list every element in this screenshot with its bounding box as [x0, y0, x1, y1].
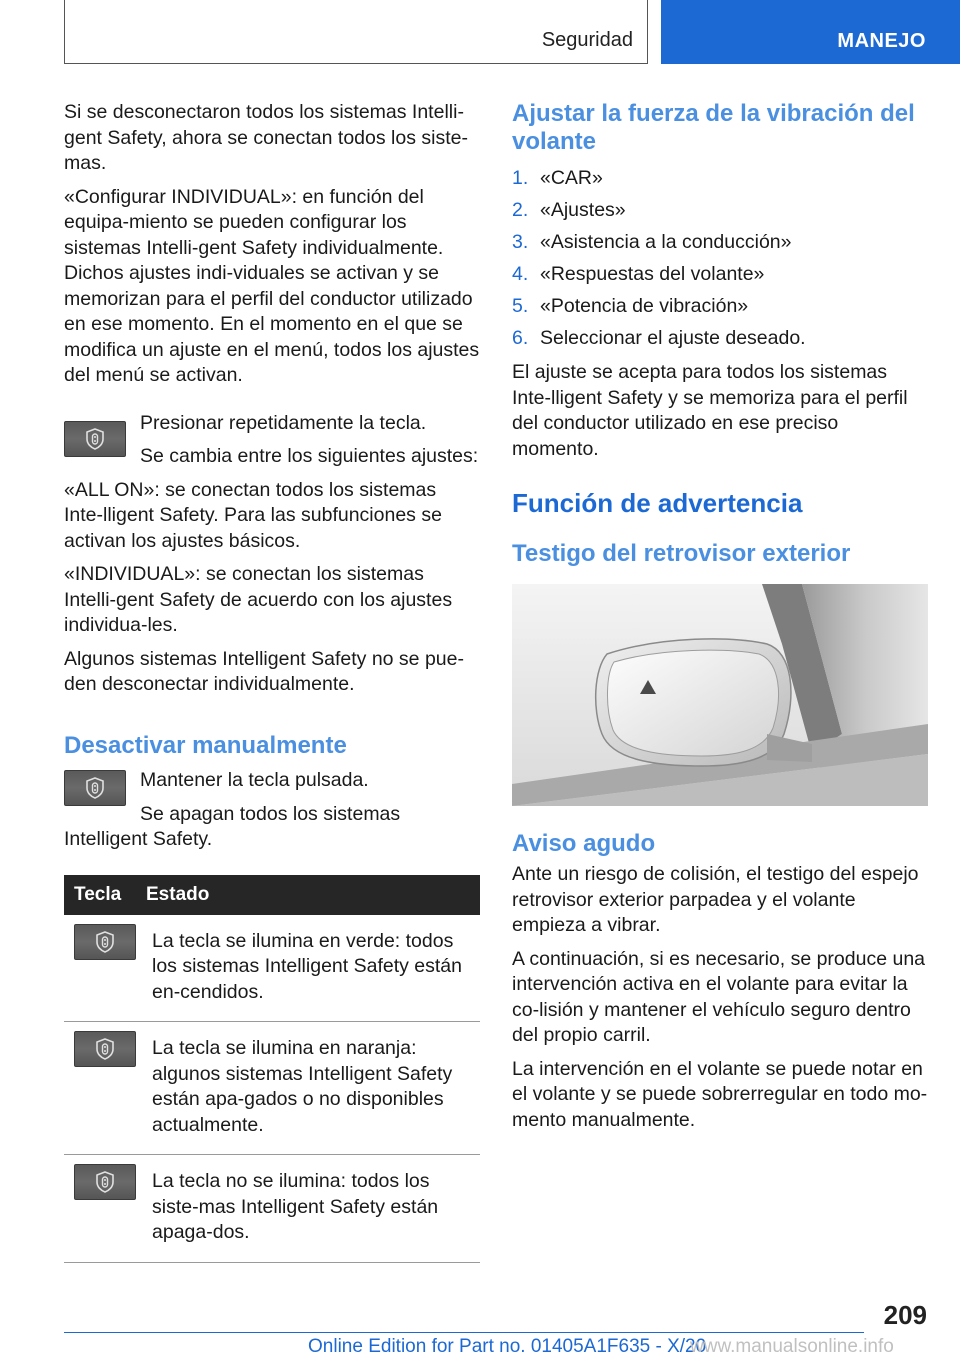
table-cell-estado: La tecla se ilumina en verde: todos los sistemas Intelligent Safety están en-cendidos. — [138, 915, 480, 1022]
list-item: 3. «Asistencia a la conducción» — [512, 231, 792, 253]
table-cell-estado: La tecla no se ilumina: todos los siste-mas Intelligent Safety están apaga-dos. — [138, 1155, 480, 1263]
list-item: 4. «Respuestas del volante» — [512, 263, 765, 285]
right-column — [512, 100, 928, 1141]
footer-watermark: www.manualsonline.info — [690, 1336, 894, 1357]
footer-edition: Online Edition for Part no. 01405A1F635 - X/20 — [308, 1336, 707, 1357]
table-cell-estado: La tecla se ilumina en naranja: algunos sistemas Intelligent Safety están apa-gados o no disponibles actualmente. — [138, 1022, 480, 1155]
list-item: 6. Seleccionar el ajuste deseado. — [512, 327, 806, 349]
table-row — [64, 1155, 480, 1263]
button-status-table — [64, 875, 480, 1263]
page-number: 209 — [883, 1300, 927, 1330]
all-off-text: Se apagan todos los sistemas Intelligent Safety. — [64, 802, 401, 850]
header-chapter-tab[interactable]: MANEJO — [661, 0, 960, 64]
table-row — [64, 915, 480, 1022]
paragraph-aviso-1: Ante un riesgo de colisión, el testigo del espejo retrovisor exterior parpadea y el volante empieza a vibrar. — [512, 863, 919, 936]
header-box — [64, 0, 648, 64]
intelligent-safety-button-icon — [64, 770, 126, 806]
intelligent-safety-button-icon — [74, 924, 136, 960]
header-section-title: Seguridad — [541, 29, 633, 51]
list-item: 2. «Ajustes» — [512, 199, 626, 221]
intelligent-safety-button-icon — [74, 1164, 136, 1200]
press-repeatedly-text: Presionar repetidamente la tecla. — [140, 411, 427, 434]
intelligent-safety-button-icon — [74, 1031, 136, 1067]
heading-aviso-agudo: Aviso agudo — [512, 830, 656, 857]
paragraph-configurar-individual: «Configurar INDIVIDUAL»: en función del equipa-miento se pueden configurar los sistemas Intelli-gent Safety individualmente. Dichos ajustes indi-viduales se activan y se memorizan para el perfil del conductor utilizado en ese momento. En el momento en el que se modifica un ajuste en el menú, todos los ajustes del menú se activan. — [64, 185, 480, 386]
table-header-tecla: Tecla — [64, 875, 138, 915]
paragraph-aviso-2: A continuación, si es necesario, se produce una intervención activa en el volante para evitar la co-lisión y mantener el vehículo seguro dentro del propio carril. — [512, 947, 926, 1046]
hold-button-instruction — [64, 768, 480, 806]
table-header-row — [64, 875, 480, 915]
heading-testigo-retrovisor: Testigo del retrovisor exterior — [512, 540, 851, 567]
list-item: 5. «Potencia de vibración» — [512, 295, 749, 317]
paragraph-aviso-3: La intervención en el volante se puede notar en el volante y se puede sobrerregular en todo mo-mento manualmente. — [512, 1057, 928, 1131]
intelligent-safety-button-icon — [64, 421, 126, 457]
table-header-estado: Estado — [138, 875, 480, 915]
hold-key-text: Mantener la tecla pulsada. — [140, 768, 369, 791]
paragraph-all-off: Si se desconectaron todos los sistemas Intelli-gent Safety, ahora se conectan todos los siste-mas. — [64, 101, 468, 174]
paragraph-ajuste-acepta: El ajuste se acepta para todos los sistemas Inte-lligent Safety y se memoriza para el perfil del conductor utilizado en ese preciso momento. — [512, 361, 908, 460]
heading-funcion-advertencia: Función de advertencia — [512, 488, 803, 518]
left-column — [64, 100, 480, 1263]
paragraph-all-on: «ALL ON»: se conectan todos los sistemas Inte-lligent Safety. Para las subfunciones se activan los ajustes básicos. — [64, 478, 442, 552]
footer-divider — [64, 1332, 864, 1333]
paragraph-algunos: Algunos sistemas Intelligent Safety no se pue-den desconectar individualmente. — [64, 647, 464, 695]
steps-list — [512, 162, 928, 354]
side-mirror-illustration — [512, 584, 928, 806]
press-button-instruction — [64, 411, 480, 478]
heading-desactivar-manualmente: Desactivar manualmente — [64, 731, 347, 759]
list-item: 1. «CAR» — [512, 167, 603, 189]
heading-ajustar-vibracion: Ajustar la fuerza de la vibración del volante — [512, 100, 915, 155]
paragraph-individual: «INDIVIDUAL»: se conectan los sistemas Intelli-gent Safety de acuerdo con los ajustes individua-les. — [64, 563, 453, 636]
switch-settings-text: Se cambia entre los siguientes ajustes: — [140, 445, 479, 467]
table-row — [64, 1022, 480, 1155]
